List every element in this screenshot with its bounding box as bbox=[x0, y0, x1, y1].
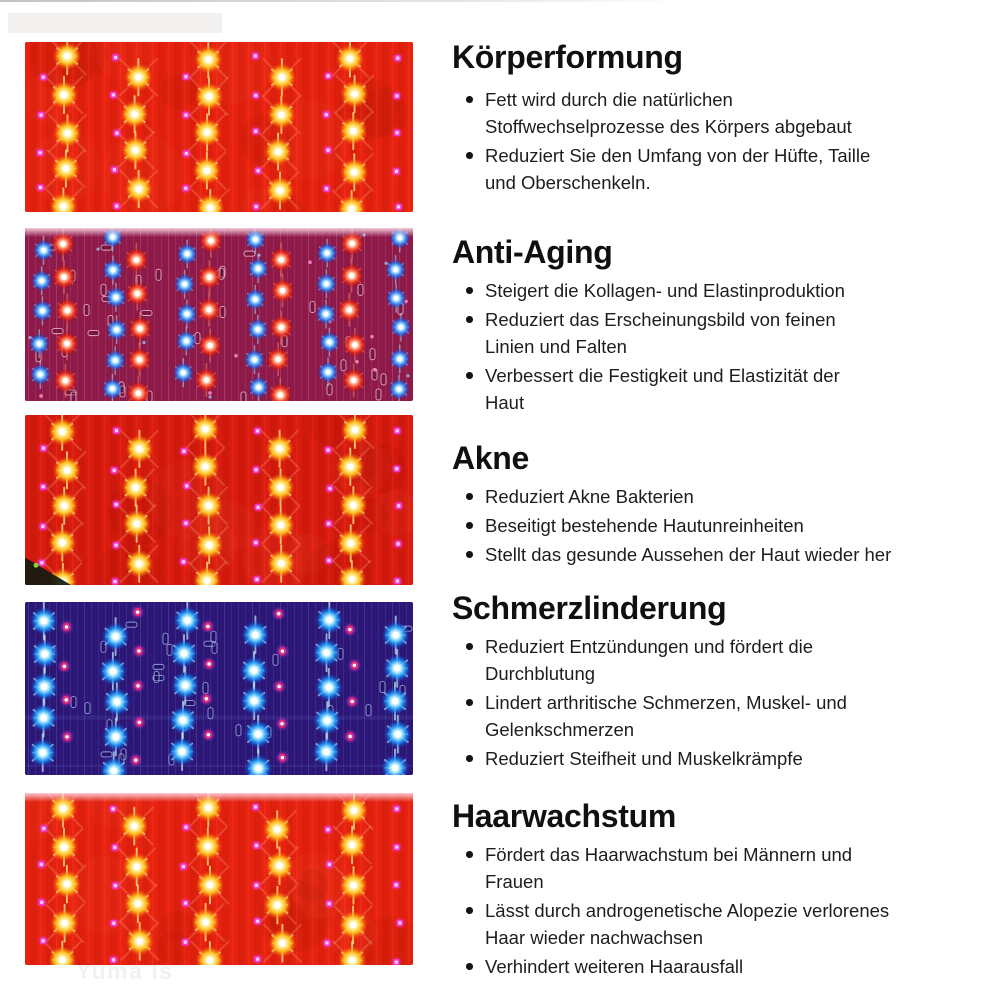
bullet-item: Lässt durch androgenetische Alopezie verlorenes Haar wieder nachwachsen bbox=[452, 897, 997, 951]
bullet-list bbox=[452, 633, 997, 772]
blue-led-panel-photo-pain bbox=[25, 602, 413, 775]
bullet-item: Stellt das gesunde Aussehen der Haut wieder her bbox=[452, 541, 997, 568]
bullet-item: Reduziert Entzündungen und fördert die Durchblutung bbox=[452, 633, 997, 687]
bullet-item: Reduziert Akne Bakterien bbox=[452, 483, 997, 510]
bullet-item: Reduziert Sie den Umfang von der Hüfte, Taille und Oberschenkeln. bbox=[452, 142, 997, 196]
bullet-item: Reduziert das Erscheinungsbild von feinen Linien und Falten bbox=[452, 306, 997, 360]
section-title: Haarwachstum bbox=[452, 798, 677, 834]
section-schmerzlinderung bbox=[452, 591, 997, 774]
bullet-list bbox=[452, 86, 997, 196]
red-led-panel-photo-bodyforming bbox=[25, 42, 413, 212]
bullet-list bbox=[452, 841, 997, 980]
bullet-list bbox=[452, 277, 997, 416]
section-akne bbox=[452, 441, 997, 570]
top-smudge bbox=[8, 13, 222, 33]
bullet-item: Lindert arthritische Schmerzen, Muskel- und Gelenkschmerzen bbox=[452, 689, 997, 743]
red-led-panel-photo-acne bbox=[25, 415, 413, 585]
bullet-item: Reduziert Steifheit und Muskelkrämpfe bbox=[452, 745, 997, 772]
section-title: Akne bbox=[452, 440, 530, 476]
watermark: Yuma Is bbox=[76, 958, 174, 984]
red-blue-led-panel-photo-antiaging bbox=[25, 228, 413, 401]
bullet-item: Fördert das Haarwachstum bei Männern und Frauen bbox=[452, 841, 997, 895]
red-led-panel-photo-hair bbox=[25, 793, 413, 965]
bullet-item: Verbessert die Festigkeit und Elastizität der Haut bbox=[452, 362, 997, 416]
bullet-item: Verhindert weiteren Haarausfall bbox=[452, 953, 997, 980]
section-haarwachstum bbox=[452, 799, 997, 982]
section-title: Anti-Aging bbox=[452, 234, 613, 270]
section-title: Schmerzlinderung bbox=[452, 590, 727, 626]
section-koerperformung bbox=[452, 40, 997, 198]
section-anti-aging bbox=[452, 235, 997, 418]
bullet-list bbox=[452, 483, 997, 568]
bullet-item: Beseitigt bestehende Hautunreinheiten bbox=[452, 512, 997, 539]
section-title: Körperformung bbox=[452, 39, 683, 75]
top-edge-line bbox=[0, 0, 683, 2]
bullet-item: Steigert die Kollagen- und Elastinproduktion bbox=[452, 277, 997, 304]
bullet-item: Fett wird durch die natürlichen Stoffwechselprozesse des Körpers abgebaut bbox=[452, 86, 997, 140]
